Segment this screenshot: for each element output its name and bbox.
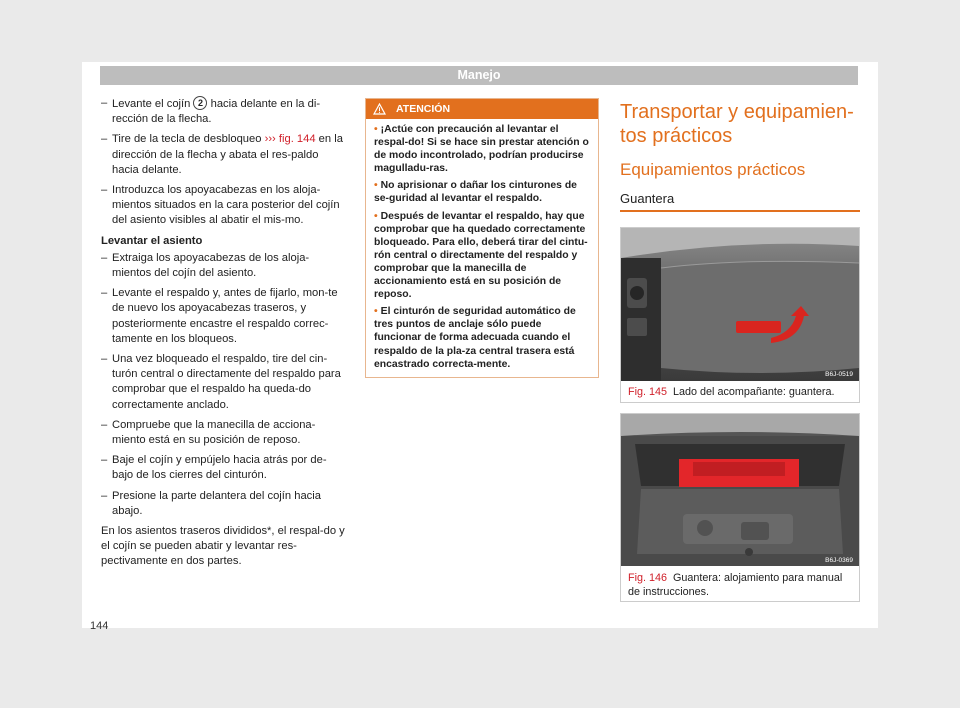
bullet-icon: • bbox=[374, 180, 378, 192]
instructions-column bbox=[101, 96, 345, 570]
warning-title: ATENCIÓN bbox=[396, 103, 451, 115]
figure-caption: Fig. 145 Lado del acompañante: guantera. bbox=[628, 386, 835, 398]
section-column bbox=[620, 100, 860, 212]
list-item: – Presione la parte delantera del cojín hacia abajo. bbox=[101, 489, 321, 517]
list-item: – Introduzca los apoyacabezas en los aloja-mientos situados en la cara posterior del cojín del asiento visibles al abatir el mis-mo. bbox=[101, 184, 340, 227]
warning-item: • ¡Actúe con precaución al levantar el respal-do! Si se hace sin prestar atención o de modo incontrolado, podrían producirse magulladu-ras. bbox=[374, 124, 589, 175]
page-number: 144 bbox=[90, 620, 109, 632]
bullet-icon: • bbox=[374, 210, 378, 222]
list-item: – Baje el cojín y empújelo hacia atrás por de-bajo de los cierres del cinturón. bbox=[101, 454, 327, 482]
list-item: – Tire de la tecla de desbloqueo ››› fig. 144 en la dirección de la flecha y abata el res-paldo hacia delante. bbox=[101, 133, 343, 176]
warning-header bbox=[366, 99, 598, 119]
warning-item: • Después de levantar el respaldo, hay que comprobar que ha quedado correctamente bloqueado. Para ello, deberá tirar del cintu-rón central o directamente del respaldo y comprobar que la manecilla de accionamiento está en su posición de reposo. bbox=[374, 210, 588, 301]
item-number-badge: 2 bbox=[193, 96, 207, 110]
subheading-levantar: Levantar el asiento bbox=[101, 234, 203, 247]
warning-item: • El cinturón de seguridad automático de tres puntos de anclaje sólo puede funcionar de forma adecuada cuando el respaldo de la pla-za central trasera está encastrado correcta-mente. bbox=[374, 306, 576, 370]
chapter-title: Transportar y equipamien-tos prácticos bbox=[620, 101, 854, 147]
subsection-title: Guantera bbox=[620, 191, 860, 212]
bullet-icon: • bbox=[374, 124, 378, 135]
list-item: – Levante el respaldo y, antes de fijarlo, mon-te de nuevo los apoyacabezas traseros, y posteriormente encastre el respaldo correc-tamente en los bloqueos. bbox=[101, 287, 338, 345]
warning-triangle-icon bbox=[373, 103, 386, 115]
list-item: – Compruebe que la manecilla de acciona-miento está en su posición de reposo. bbox=[101, 418, 316, 447]
figure-code: B6J-0369 bbox=[825, 557, 853, 564]
glovebox-open-image bbox=[621, 414, 859, 566]
figure-146 bbox=[620, 413, 860, 602]
figure-link[interactable]: ››› fig. 144 bbox=[264, 133, 316, 146]
list-item: – Levante el cojín 2 hacia delante en la di-rección de la flecha. bbox=[101, 97, 321, 126]
paragraph-divididos: En los asientos traseros divididos*, el respal-do y el cojín se pueden abatir y levantar res-pectivamente en dos partes. bbox=[101, 525, 345, 568]
figure-caption: Fig. 146 Guantera: alojamiento para manual de instrucciones. bbox=[628, 572, 843, 598]
warning-item: • No aprisionar o dañar los cinturones de se-guridad al levantar el respaldo. bbox=[374, 180, 577, 205]
header-title: Manejo bbox=[457, 68, 501, 82]
warning-box bbox=[365, 98, 599, 378]
glovebox-closed-image bbox=[621, 228, 859, 381]
warning-body bbox=[366, 119, 598, 371]
header-bar bbox=[100, 66, 858, 85]
figure-code: B6J-0519 bbox=[825, 371, 853, 378]
list-item: – Una vez bloqueado el respaldo, tire del cin-turón central o directamente del respaldo para comprobar que el respaldo ha queda-do correctamente anclado. bbox=[101, 353, 341, 411]
section-title: Equipamientos prácticos bbox=[620, 160, 806, 179]
bullet-icon: • bbox=[374, 306, 378, 318]
figure-145 bbox=[620, 227, 860, 403]
list-item: – Extraiga los apoyacabezas de los aloja-mientos del cojín del asiento. bbox=[101, 251, 310, 280]
